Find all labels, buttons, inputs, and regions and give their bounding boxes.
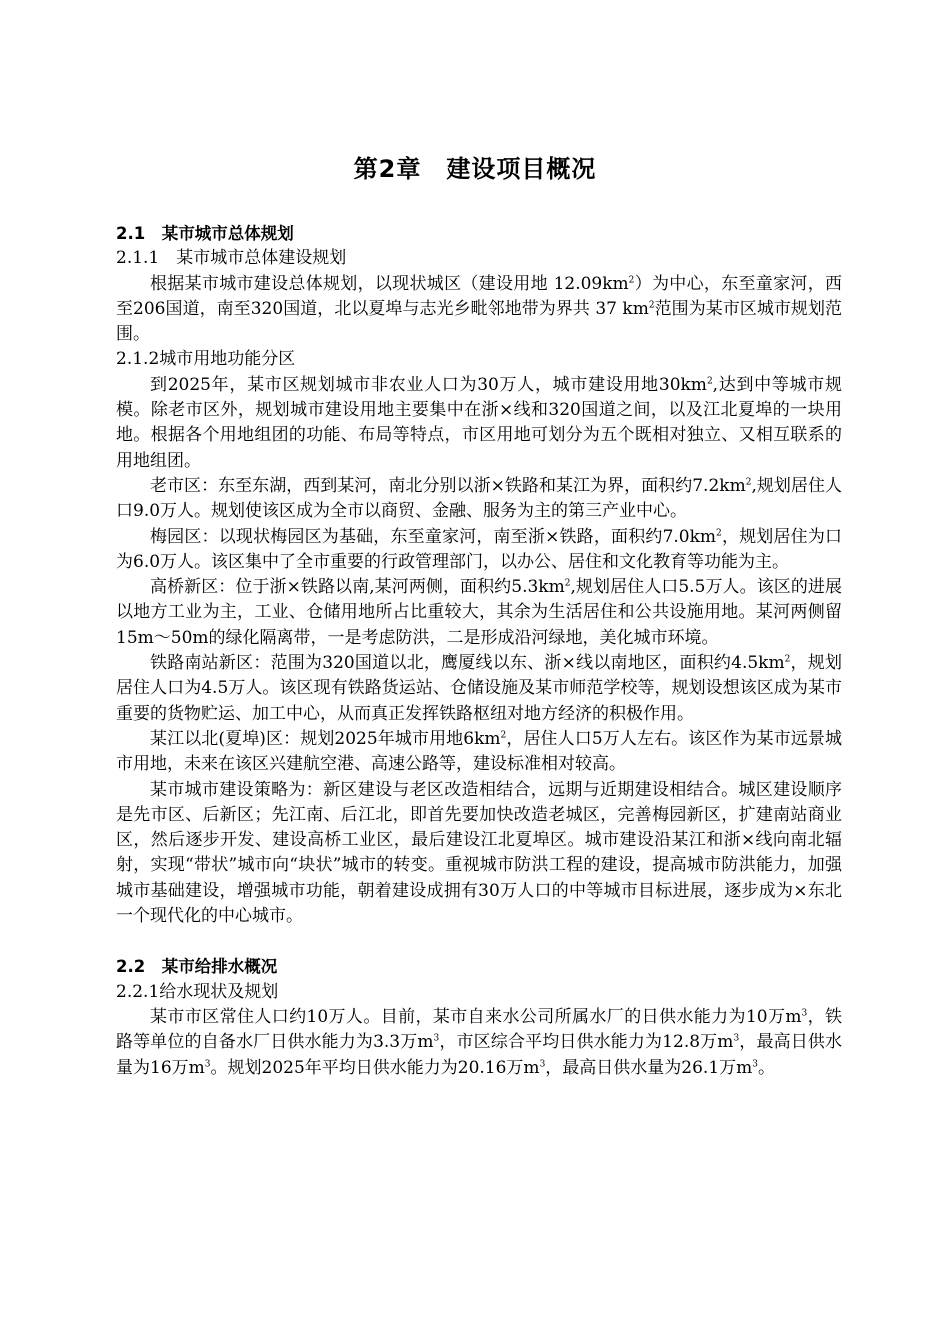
paragraph: 铁路南站新区：范围为320国道以北，鹰厦线以东、浙×线以南地区，面积约$4.5km^2$，规划居住人口为4.5万人。该区现有铁路货运站、仓储设施及某市师范学校等，规划设想该区成为某市重要的货物贮运、加工中心，从而真正发挥铁路枢纽对地方经济的积极作用。 xyxy=(116,653,843,724)
chapter-title: 第2章 建设项目概况 xyxy=(353,155,597,183)
subsection-heading-2-1-1: 2.1.1 某市城市总体建设规划 xyxy=(116,248,347,269)
section-heading-2-2: 2.2 某市给排水概况 xyxy=(116,957,278,977)
section-heading-2-1: 2.1 某市城市总体规划 xyxy=(116,224,294,243)
paragraph: 某江以北(夏埠)区：规划2025年城市用地$6km^2$，居住人口5万人左右。该区作为某市远景城市用地，未来在该区兴建航空港、高速公路等，建设标准相对较高。 xyxy=(116,728,842,775)
paragraph: 到2025年，某市区规划城市非农业人口为30万人，城市建设用地$30km^2$,达到中等城市规模。除老市区外，规划城市建设用地主要集中在浙×线和320国道之间，以及江北夏埠的一块用地。根据各个用地组团的功能、布局等特点，市区用地可划分为五个既相对独立、又相互联系的用地组团。 xyxy=(116,374,842,471)
document-body xyxy=(116,221,842,1081)
paragraph: 高桥新区：位于浙×铁路以南,某河两侧，面积约$5.3km^2$,规划居住人口5.5万人。该区的进展以地方工业为主，工业、仓储用地所占比重较大，其余为生活居住和公共设施用地。某河两侧留15m～50m的绿化隔离带，一是考虑防洪，二是形成沿河绿地，美化城市环境。 xyxy=(116,577,842,648)
paragraph: 老市区：东至东湖，西到某河，南北分别以浙×铁路和某江为界，面积约$7.2km^2$,规划居住人口9.0万人。规划使该区成为全市以商贸、金融、服务为主的第三产业中心。 xyxy=(116,475,842,522)
paragraph: 某市城市建设策略为：新区建设与老区改造相结合，远期与近期建设相结合。城区建设顺序是先市区、后新区；先江南、后江北，即首先要加快改造老城区，完善梅园新区，扩建南站商业区，然后逐步开发、建设高桥工业区，最后建设江北夏埠区。城市建设沿某江和浙×线向南北辐射，实现“带状”城市向“块状”城市的转变。重视城市防洪工程的建设，提高城市防洪能力，加强城市基础建设，增强城市功能，朝着建设成拥有30万人口的中等城市目标进展，逐步成为×东北一个现代化的中心城市。 xyxy=(116,779,842,927)
subsection-heading-2-1-2: 2.1.2城市用地功能分区 xyxy=(116,349,296,370)
paragraph: 梅园区：以现状梅园区为基础，东至童家河，南至浙×铁路，面积约$7.0km^2$，规划居住为口为6.0万人。该区集中了全市重要的行政管理部门，以办公、居住和文化教育等功能为主。 xyxy=(116,526,843,572)
subsection-heading-2-2-1: 2.2.1给水现状及规划 xyxy=(116,981,279,1002)
paragraph: 根据某市城市建设总体规划，以现状城区（建设用地 $12.09km^2$）为中心，东至童家河，西至206国道，南至320国道，北以夏埠与志光乡毗邻地带为界共 37 $km^2$范围为某市区城市规划范围。 xyxy=(116,273,843,345)
paragraph: 某市市区常住人口约10万人。目前，某市自来水公司所属水厂的日供水能力为10万$m^3$，铁路等单位的自备水厂日供水能力为3.3万$m^3$，市区综合平均日供水能力为12.8万$m^3$，最高日供水量为16万$m^3$。规划2025年平均日供水能力为20.16万$m^3$，最高日供水量为26.1万$m^3$。 xyxy=(116,1006,843,1078)
